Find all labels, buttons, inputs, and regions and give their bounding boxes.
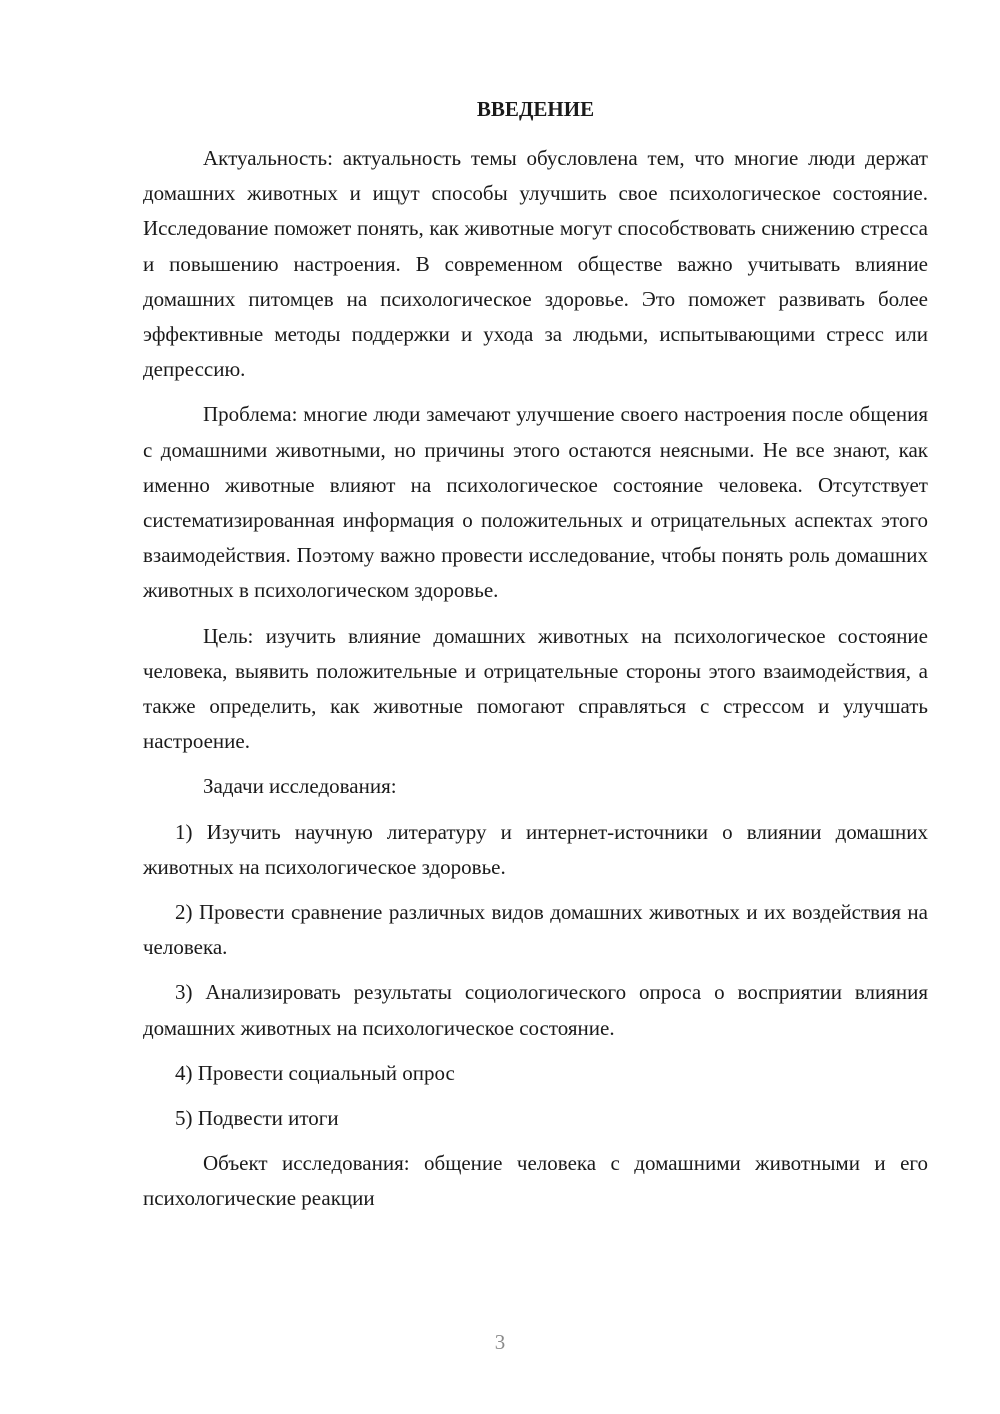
task-item-5: 5) Подвести итоги — [175, 1106, 339, 1131]
task-item-3: 3) Анализировать результаты социологического опроса о восприятии влияния домашних животных на психологическое состояние. — [143, 980, 928, 1040]
relevance-paragraph: Актуальность: актуальность темы обусловлена тем, что многие люди держат домашних животных и ищут способы улучшить свое психологическое состояние. Исследование поможет понять, как животные могут способствовать снижению стресса и повышению настроения. В современном обществе важно учитывать влияние домашних питомцев на психологическое здоровье. Это поможет развивать более эффективные методы поддержки и ухода за людьми, испытывающими стресс или депрессию. — [143, 146, 928, 382]
task-item-4: 4) Провести социальный опрос — [175, 1060, 455, 1085]
task-item-2: 2) Провести сравнение различных видов домашних животных и их воздействия на человека. — [143, 900, 928, 960]
section-heading: ВВЕДЕНИЕ — [476, 97, 595, 121]
problem-paragraph: Проблема: многие люди замечают улучшение своего настроения после общения с домашними животными, но причины этого остаются неясными. Не все знают, как именно животные влияют на психологическое состояние человека. Отсутствует систематизированная информация о положительных и отрицательных аспектах этого взаимодействия. Поэтому важно провести исследование, чтобы понять роль домашних животных в психологическом здоровье. — [143, 402, 928, 603]
object-paragraph: Объект исследования: общение человека с домашними животными и его психологические реакции — [143, 1151, 928, 1211]
page-number: 3 — [494, 1330, 506, 1354]
tasks-title: Задачи исследования: — [203, 774, 397, 799]
task-item-1: 1) Изучить научную литературу и интернет-источники о влиянии домашних животных на психологическое здоровье. — [143, 819, 928, 879]
document-page — [143, 92, 928, 1227]
goal-paragraph: Цель: изучить влияние домашних животных на психологическое состояние человека, выявить положительные и отрицательные стороны этого взаимодействия, а также определить, как животные помогают справляться с стрессом и улучшать настроение. — [143, 623, 928, 754]
